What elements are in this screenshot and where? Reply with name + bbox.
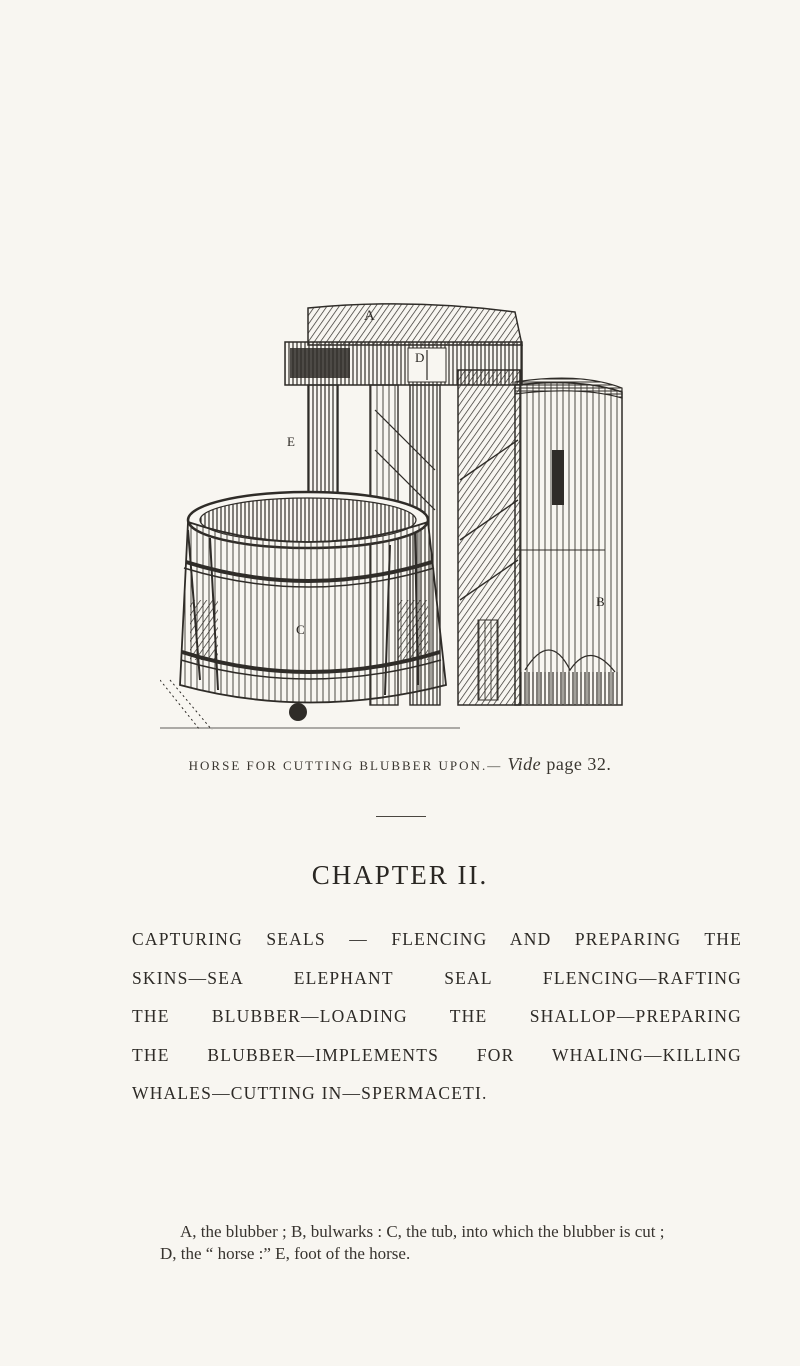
chapter-summary [132,920,742,1113]
summary-line: THE BLUBBER—LOADING THE SHALLOP—PREPARING [132,1006,742,1026]
label-c: C [296,622,305,637]
summary-line: WHALES—CUTTING IN—SPERMACETI. [132,1083,488,1103]
caption-page-ref: page 32. [546,754,612,774]
summary-line: THE BLUBBER—IMPLEMENTS FOR WHALING—KILLING [132,1044,742,1065]
tub-drawing [160,492,446,730]
label-a: A [364,308,375,324]
section-rule [376,816,426,817]
figure-legend [160,1221,790,1265]
label-d: D [415,350,425,365]
figure-caption [0,754,800,775]
summary-line: CAPTURING SEALS — FLENCING AND PREPARING THE [132,929,742,949]
caption-vide: Vide [507,754,542,774]
horse-illustration [160,300,630,730]
horse-top-drawing [285,304,522,385]
summary-line: SKINS—SEA ELEPHANT SEAL FLENCING—RAFTING [132,967,742,988]
bulwarks-drawing [515,378,622,705]
label-b: B [596,594,605,609]
side-board-drawing [458,370,520,705]
legend-line: A, the blubber ; B, bulwarks : C, the tub, into which the blubber is cut ; [180,1222,665,1241]
caption-main: HORSE FOR CUTTING BLUBBER UPON.— [188,758,503,773]
legend-line: D, the “ horse :” E, foot of the horse. [160,1244,411,1263]
chapter-title: CHAPTER II. [311,860,489,890]
label-e: E [287,434,295,449]
